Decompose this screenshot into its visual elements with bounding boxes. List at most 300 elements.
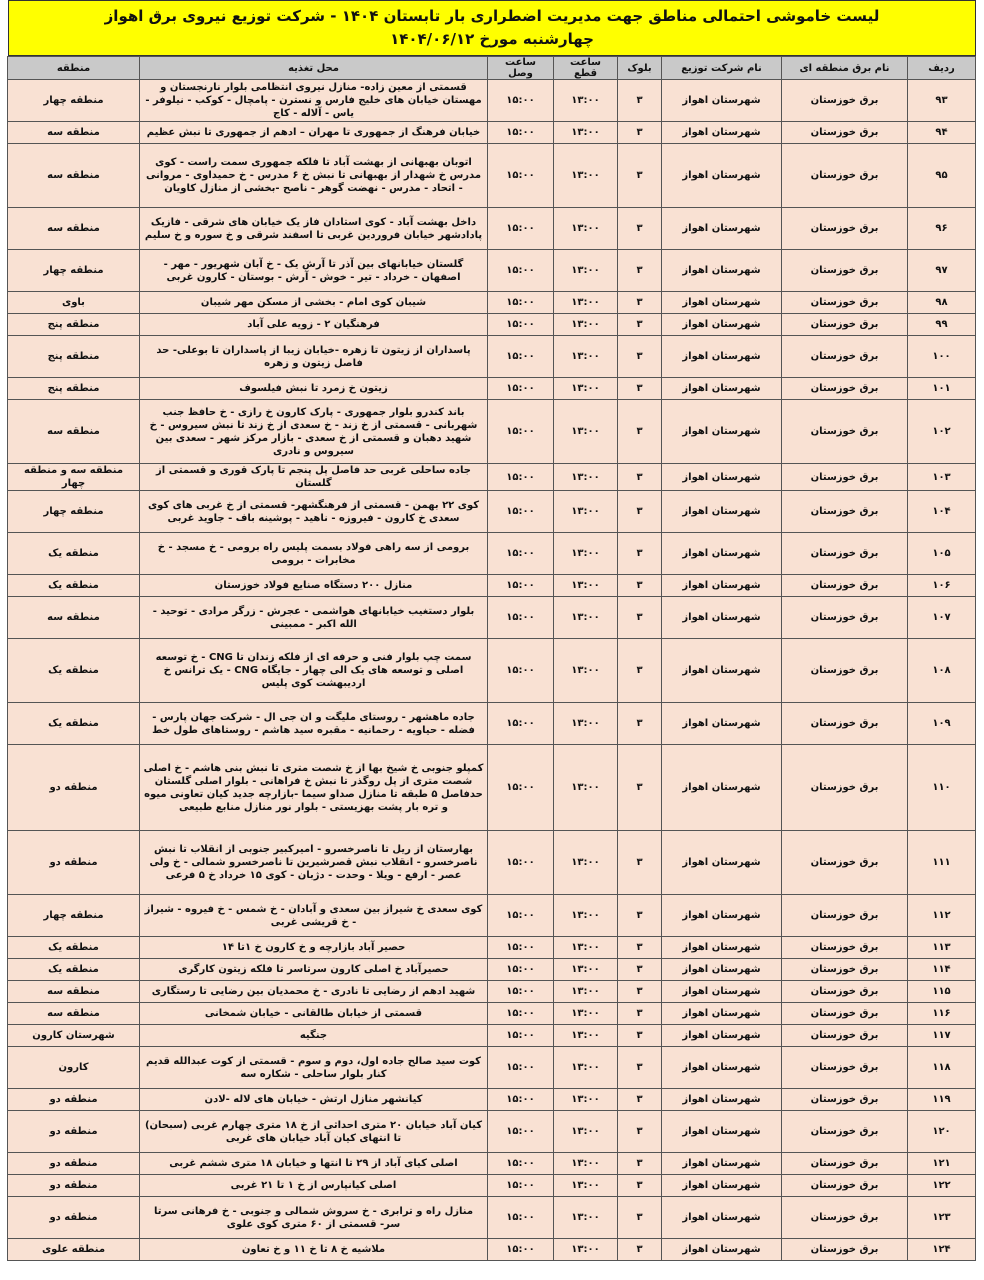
cell-row-no: ۹۵ bbox=[908, 144, 976, 208]
cell-company: شهرستان اهواز bbox=[662, 639, 782, 703]
cell-off-time: ۱۳:۰۰ bbox=[554, 703, 618, 745]
cell-on-time: ۱۵:۰۰ bbox=[488, 144, 554, 208]
table-row bbox=[8, 745, 976, 831]
cell-regional: برق خوزستان bbox=[782, 1089, 908, 1111]
cell-feeder: گلستان خیابانهای بین آذر تا آرش یک - خ آبان شهریور - مهر - اصفهان - خرداد - تیر - خوش - آرش - بوستان - کارون غربی bbox=[140, 250, 488, 292]
page-subtitle-date: چهارشنبه مورخ ۱۴۰۴/۰۶/۱۲ bbox=[390, 30, 594, 48]
cell-row-no: ۱۱۷ bbox=[908, 1025, 976, 1047]
col-header-off-time: ساعت قطع bbox=[554, 57, 618, 80]
table-row bbox=[8, 1175, 976, 1197]
cell-feeder: منازل ۲۰۰ دستگاه صنایع فولاد خوزستان bbox=[140, 575, 488, 597]
cell-regional: برق خوزستان bbox=[782, 1197, 908, 1239]
cell-company: شهرستان اهواز bbox=[662, 378, 782, 400]
cell-company: شهرستان اهواز bbox=[662, 575, 782, 597]
cell-on-time: ۱۵:۰۰ bbox=[488, 80, 554, 122]
cell-block: ۳ bbox=[618, 122, 662, 144]
cell-off-time: ۱۳:۰۰ bbox=[554, 314, 618, 336]
cell-block: ۳ bbox=[618, 575, 662, 597]
cell-area: منطقه چهار bbox=[8, 80, 140, 122]
cell-block: ۳ bbox=[618, 314, 662, 336]
cell-off-time: ۱۳:۰۰ bbox=[554, 1047, 618, 1089]
cell-company: شهرستان اهواز bbox=[662, 1197, 782, 1239]
cell-area: منطقه سه bbox=[8, 208, 140, 250]
cell-feeder: قسمتی از معین زاده- منازل نیروی انتظامی بلوار نارنجستان و مهستان خیابان های خلیج فارس و نسترن - پامچال - کوکب - نیلوفر - یاس - آلاله - کاج bbox=[140, 80, 488, 122]
cell-block: ۳ bbox=[618, 1111, 662, 1153]
cell-row-no: ۱۰۱ bbox=[908, 378, 976, 400]
cell-regional: برق خوزستان bbox=[782, 80, 908, 122]
cell-company: شهرستان اهواز bbox=[662, 1047, 782, 1089]
cell-on-time: ۱۵:۰۰ bbox=[488, 831, 554, 895]
cell-block: ۳ bbox=[618, 597, 662, 639]
cell-area: شهرستان کارون bbox=[8, 1025, 140, 1047]
cell-row-no: ۱۰۴ bbox=[908, 491, 976, 533]
cell-feeder: شهید ادهم از رضایی تا نادری - خ محمدیان بین رضایی تا رستگاری bbox=[140, 981, 488, 1003]
cell-block: ۳ bbox=[618, 208, 662, 250]
cell-on-time: ۱۵:۰۰ bbox=[488, 1047, 554, 1089]
cell-on-time: ۱۵:۰۰ bbox=[488, 895, 554, 937]
cell-block: ۳ bbox=[618, 1003, 662, 1025]
cell-area: منطقه دو bbox=[8, 1153, 140, 1175]
cell-regional: برق خوزستان bbox=[782, 1003, 908, 1025]
cell-area: منطقه یک bbox=[8, 639, 140, 703]
table-row bbox=[8, 250, 976, 292]
cell-feeder: منازل راه و ترابری - خ سروش شمالی و جنوبی - خ فرهانی سرتا سر- قسمتی از ۶۰ متری کوی علوی bbox=[140, 1197, 488, 1239]
cell-block: ۳ bbox=[618, 1197, 662, 1239]
table-row bbox=[8, 1197, 976, 1239]
cell-block: ۳ bbox=[618, 831, 662, 895]
cell-company: شهرستان اهواز bbox=[662, 1003, 782, 1025]
cell-row-no: ۱۰۰ bbox=[908, 336, 976, 378]
cell-on-time: ۱۵:۰۰ bbox=[488, 378, 554, 400]
cell-off-time: ۱۳:۰۰ bbox=[554, 959, 618, 981]
cell-block: ۳ bbox=[618, 336, 662, 378]
cell-off-time: ۱۳:۰۰ bbox=[554, 144, 618, 208]
cell-block: ۳ bbox=[618, 1239, 662, 1261]
cell-area: منطقه سه bbox=[8, 400, 140, 464]
col-header-row-no: ردیف bbox=[908, 57, 976, 80]
cell-block: ۳ bbox=[618, 981, 662, 1003]
cell-off-time: ۱۳:۰۰ bbox=[554, 1025, 618, 1047]
cell-area: منطقه سه bbox=[8, 981, 140, 1003]
table-row bbox=[8, 937, 976, 959]
cell-regional: برق خوزستان bbox=[782, 745, 908, 831]
cell-on-time: ۱۵:۰۰ bbox=[488, 208, 554, 250]
cell-regional: برق خوزستان bbox=[782, 1175, 908, 1197]
cell-area: منطقه دو bbox=[8, 831, 140, 895]
cell-regional: برق خوزستان bbox=[782, 464, 908, 491]
cell-feeder: جاده ماهشهر - روستای ملیگت و ان جی ال - شرکت جهان پارس - فضله - حیاویه - رحمانیه - مقبره سید هاشم - روستاهای طول خط bbox=[140, 703, 488, 745]
cell-area: کارون bbox=[8, 1047, 140, 1089]
cell-off-time: ۱۳:۰۰ bbox=[554, 491, 618, 533]
cell-block: ۳ bbox=[618, 1089, 662, 1111]
cell-block: ۳ bbox=[618, 491, 662, 533]
cell-area: منطقه دو bbox=[8, 1197, 140, 1239]
table-row bbox=[8, 336, 976, 378]
table-row bbox=[8, 1047, 976, 1089]
cell-on-time: ۱۵:۰۰ bbox=[488, 745, 554, 831]
cell-area: منطقه چهار bbox=[8, 491, 140, 533]
table-row bbox=[8, 981, 976, 1003]
cell-on-time: ۱۵:۰۰ bbox=[488, 981, 554, 1003]
cell-area: منطقه علوی bbox=[8, 1239, 140, 1261]
cell-area: منطقه دو bbox=[8, 1175, 140, 1197]
cell-off-time: ۱۳:۰۰ bbox=[554, 80, 618, 122]
cell-area: منطقه دو bbox=[8, 745, 140, 831]
cell-row-no: ۹۹ bbox=[908, 314, 976, 336]
cell-company: شهرستان اهواز bbox=[662, 336, 782, 378]
cell-company: شهرستان اهواز bbox=[662, 144, 782, 208]
cell-feeder: باند کندرو بلوار جمهوری - پارک کارون خ رازی - خ حافظ جنب شهربانی - قسمتی از خ زند - خ سعدی از خ زند تا نبش سیروس - خ شهید دهبان و قسمتی از خ سعدی - بازار مرکز شهر - سعدی بین سیروس و نادری bbox=[140, 400, 488, 464]
table-row bbox=[8, 144, 976, 208]
cell-area: منطقه پنج bbox=[8, 336, 140, 378]
col-header-company: نام شرکت توزیع bbox=[662, 57, 782, 80]
cell-regional: برق خوزستان bbox=[782, 597, 908, 639]
cell-regional: برق خوزستان bbox=[782, 937, 908, 959]
cell-feeder: حصیر آباد بازارچه و خ کارون خ ۱تا ۱۴ bbox=[140, 937, 488, 959]
cell-row-no: ۹۳ bbox=[908, 80, 976, 122]
cell-area: منطقه سه bbox=[8, 1003, 140, 1025]
cell-block: ۳ bbox=[618, 1025, 662, 1047]
cell-off-time: ۱۳:۰۰ bbox=[554, 1111, 618, 1153]
cell-off-time: ۱۳:۰۰ bbox=[554, 895, 618, 937]
cell-regional: برق خوزستان bbox=[782, 378, 908, 400]
cell-company: شهرستان اهواز bbox=[662, 981, 782, 1003]
table-row bbox=[8, 400, 976, 464]
cell-row-no: ۱۱۵ bbox=[908, 981, 976, 1003]
document-page bbox=[8, 0, 976, 1262]
cell-feeder: شیبان کوی امام - بخشی از مسکن مهر شیبان bbox=[140, 292, 488, 314]
table-header-row bbox=[8, 57, 976, 80]
cell-feeder: بلوار دستغیب خیابانهای هواشمی - عجرش - زرگر مرادی - توحید - الله اکبر - ممبینی bbox=[140, 597, 488, 639]
cell-row-no: ۱۲۲ bbox=[908, 1175, 976, 1197]
cell-area: منطقه دو bbox=[8, 1111, 140, 1153]
cell-block: ۳ bbox=[618, 895, 662, 937]
table-row bbox=[8, 597, 976, 639]
cell-on-time: ۱۵:۰۰ bbox=[488, 250, 554, 292]
cell-off-time: ۱۳:۰۰ bbox=[554, 575, 618, 597]
cell-off-time: ۱۳:۰۰ bbox=[554, 400, 618, 464]
cell-row-no: ۱۱۳ bbox=[908, 937, 976, 959]
cell-feeder: اتوبان بهبهانی از بهشت آباد تا فلکه جمهوری سمت راست - کوی مدرس خ شهدار از بهبهانی تا نبش خ ۶ مدرس - خ حمیداوی - مروانی - اتحاد - مدرس - نهضت گوهر - ناصح -بخشی از منازل کاویان bbox=[140, 144, 488, 208]
cell-on-time: ۱۵:۰۰ bbox=[488, 1111, 554, 1153]
cell-off-time: ۱۳:۰۰ bbox=[554, 745, 618, 831]
cell-off-time: ۱۳:۰۰ bbox=[554, 208, 618, 250]
cell-off-time: ۱۳:۰۰ bbox=[554, 1153, 618, 1175]
cell-regional: برق خوزستان bbox=[782, 703, 908, 745]
cell-company: شهرستان اهواز bbox=[662, 122, 782, 144]
cell-feeder: جاده ساحلی غربی حد فاصل پل پنجم تا پارک قوری و قسمتی از گلستان bbox=[140, 464, 488, 491]
page-bottom-margin bbox=[0, 1262, 984, 1280]
cell-on-time: ۱۵:۰۰ bbox=[488, 937, 554, 959]
cell-row-no: ۱۲۰ bbox=[908, 1111, 976, 1153]
cell-block: ۳ bbox=[618, 250, 662, 292]
cell-row-no: ۱۲۳ bbox=[908, 1197, 976, 1239]
cell-regional: برق خوزستان bbox=[782, 400, 908, 464]
cell-feeder: پاسداران از زیتون تا زهره -خیابان زیبا از پاسداران تا بوعلی- حد فاصل زیتون و زهره bbox=[140, 336, 488, 378]
cell-feeder: ملاشیه خ ۸ تا خ ۱۱ و خ تعاون bbox=[140, 1239, 488, 1261]
cell-on-time: ۱۵:۰۰ bbox=[488, 464, 554, 491]
cell-regional: برق خوزستان bbox=[782, 1111, 908, 1153]
table-row bbox=[8, 1111, 976, 1153]
table-row bbox=[8, 639, 976, 703]
cell-company: شهرستان اهواز bbox=[662, 703, 782, 745]
cell-company: شهرستان اهواز bbox=[662, 937, 782, 959]
cell-regional: برق خوزستان bbox=[782, 981, 908, 1003]
cell-off-time: ۱۳:۰۰ bbox=[554, 1239, 618, 1261]
cell-block: ۳ bbox=[618, 378, 662, 400]
cell-off-time: ۱۳:۰۰ bbox=[554, 464, 618, 491]
cell-regional: برق خوزستان bbox=[782, 250, 908, 292]
cell-block: ۳ bbox=[618, 959, 662, 981]
cell-area: منطقه پنج bbox=[8, 314, 140, 336]
cell-feeder: کیان آباد خیابان ۲۰ متری احداثی از خ ۱۸ متری چهارم غربی (سبحان) تا انتهای کیان آباد خیابان های غربی bbox=[140, 1111, 488, 1153]
cell-feeder: کمپلو جنوبی خ شیخ بها از خ شصت متری تا نبش بنی هاشم - خ اصلی شصت متری از پل روگذر تا نبش خ فراهانی - بلوار اصلی گلستان حدفاصل ۵ طبقه تا منازل صداو سیما -بازارچه جدید کیان تعاونی میوه و تره بار پشت بهزیستی - بلوار نور منازل منابع طبیعی bbox=[140, 745, 488, 831]
cell-block: ۳ bbox=[618, 703, 662, 745]
cell-area: منطقه یک bbox=[8, 703, 140, 745]
cell-regional: برق خوزستان bbox=[782, 533, 908, 575]
cell-off-time: ۱۳:۰۰ bbox=[554, 1175, 618, 1197]
cell-regional: برق خوزستان bbox=[782, 491, 908, 533]
table-row bbox=[8, 575, 976, 597]
cell-row-no: ۱۱۲ bbox=[908, 895, 976, 937]
table-row bbox=[8, 292, 976, 314]
cell-regional: برق خوزستان bbox=[782, 292, 908, 314]
cell-off-time: ۱۳:۰۰ bbox=[554, 831, 618, 895]
cell-row-no: ۹۸ bbox=[908, 292, 976, 314]
cell-regional: برق خوزستان bbox=[782, 831, 908, 895]
cell-block: ۳ bbox=[618, 292, 662, 314]
cell-row-no: ۱۲۱ bbox=[908, 1153, 976, 1175]
table-row bbox=[8, 959, 976, 981]
cell-company: شهرستان اهواز bbox=[662, 314, 782, 336]
table-row bbox=[8, 378, 976, 400]
cell-feeder: کوت سید صالح جاده اول، دوم و سوم - قسمتی از کوت عبدالله قدیم کنار بلوار ساحلی - شکاره سه bbox=[140, 1047, 488, 1089]
cell-on-time: ۱۵:۰۰ bbox=[488, 1197, 554, 1239]
table-row bbox=[8, 464, 976, 491]
cell-regional: برق خوزستان bbox=[782, 208, 908, 250]
cell-feeder: زیتون خ زمرد تا نبش فیلسوف bbox=[140, 378, 488, 400]
cell-on-time: ۱۵:۰۰ bbox=[488, 1175, 554, 1197]
table-row bbox=[8, 831, 976, 895]
cell-regional: برق خوزستان bbox=[782, 122, 908, 144]
cell-on-time: ۱۵:۰۰ bbox=[488, 314, 554, 336]
cell-row-no: ۱۱۸ bbox=[908, 1047, 976, 1089]
cell-on-time: ۱۵:۰۰ bbox=[488, 597, 554, 639]
cell-off-time: ۱۳:۰۰ bbox=[554, 981, 618, 1003]
cell-area: منطقه پنج bbox=[8, 378, 140, 400]
cell-on-time: ۱۵:۰۰ bbox=[488, 1003, 554, 1025]
cell-feeder: فرهنگیان ۲ - زویه علی آباد bbox=[140, 314, 488, 336]
cell-feeder: حصیرآباد خ اصلی کارون سرتاسر تا فلکه زیتون کارگری bbox=[140, 959, 488, 981]
cell-regional: برق خوزستان bbox=[782, 1239, 908, 1261]
outage-table bbox=[7, 56, 976, 1261]
cell-row-no: ۱۰۷ bbox=[908, 597, 976, 639]
cell-on-time: ۱۵:۰۰ bbox=[488, 400, 554, 464]
cell-feeder: اصلی کیای آباد از ۲۹ تا انتها و خیابان ۱۸ متری ششم غربی bbox=[140, 1153, 488, 1175]
table-row bbox=[8, 1239, 976, 1261]
cell-off-time: ۱۳:۰۰ bbox=[554, 597, 618, 639]
cell-on-time: ۱۵:۰۰ bbox=[488, 292, 554, 314]
cell-company: شهرستان اهواز bbox=[662, 464, 782, 491]
cell-feeder: کیانشهر منازل ارتش - خیابان های لاله -لادن bbox=[140, 1089, 488, 1111]
cell-company: شهرستان اهواز bbox=[662, 250, 782, 292]
cell-company: شهرستان اهواز bbox=[662, 533, 782, 575]
cell-off-time: ۱۳:۰۰ bbox=[554, 378, 618, 400]
table-body bbox=[8, 80, 976, 1261]
cell-off-time: ۱۳:۰۰ bbox=[554, 292, 618, 314]
cell-feeder: سمت چپ بلوار فنی و حرفه ای از فلکه زندان تا CNG - خ توسعه اصلی و توسعه های یک الی چهار - جایگاه CNG - یک ترانس خ اردیبهشت کوی پلیس bbox=[140, 639, 488, 703]
cell-company: شهرستان اهواز bbox=[662, 597, 782, 639]
cell-company: شهرستان اهواز bbox=[662, 400, 782, 464]
col-header-feeder: محل تغذیه bbox=[140, 57, 488, 80]
cell-off-time: ۱۳:۰۰ bbox=[554, 1197, 618, 1239]
cell-row-no: ۱۰۵ bbox=[908, 533, 976, 575]
cell-block: ۳ bbox=[618, 1047, 662, 1089]
cell-area: منطقه سه bbox=[8, 597, 140, 639]
cell-area: باوی bbox=[8, 292, 140, 314]
cell-regional: برق خوزستان bbox=[782, 1153, 908, 1175]
table-row bbox=[8, 122, 976, 144]
cell-company: شهرستان اهواز bbox=[662, 745, 782, 831]
cell-off-time: ۱۳:۰۰ bbox=[554, 250, 618, 292]
cell-regional: برق خوزستان bbox=[782, 895, 908, 937]
cell-off-time: ۱۳:۰۰ bbox=[554, 639, 618, 703]
table-row bbox=[8, 208, 976, 250]
cell-off-time: ۱۳:۰۰ bbox=[554, 533, 618, 575]
cell-on-time: ۱۵:۰۰ bbox=[488, 959, 554, 981]
cell-block: ۳ bbox=[618, 533, 662, 575]
table-row bbox=[8, 314, 976, 336]
cell-on-time: ۱۵:۰۰ bbox=[488, 336, 554, 378]
page-title: لیست خاموشی احتمالی مناطق جهت مدیریت اضطراری بار تابستان ۱۴۰۴ - شرکت توزیع نیروی برق اهواز bbox=[104, 7, 880, 25]
cell-area: منطقه دو bbox=[8, 1089, 140, 1111]
cell-row-no: ۱۱۹ bbox=[908, 1089, 976, 1111]
cell-off-time: ۱۳:۰۰ bbox=[554, 1003, 618, 1025]
cell-regional: برق خوزستان bbox=[782, 336, 908, 378]
cell-area: منطقه یک bbox=[8, 937, 140, 959]
cell-company: شهرستان اهواز bbox=[662, 292, 782, 314]
cell-company: شهرستان اهواز bbox=[662, 895, 782, 937]
cell-on-time: ۱۵:۰۰ bbox=[488, 575, 554, 597]
table-row bbox=[8, 491, 976, 533]
cell-area: منطقه چهار bbox=[8, 250, 140, 292]
cell-area: منطقه سه bbox=[8, 122, 140, 144]
col-header-area: منطقه bbox=[8, 57, 140, 80]
title-banner bbox=[8, 0, 976, 56]
cell-off-time: ۱۳:۰۰ bbox=[554, 122, 618, 144]
col-header-regional: نام برق منطقه ای bbox=[782, 57, 908, 80]
cell-on-time: ۱۵:۰۰ bbox=[488, 122, 554, 144]
cell-on-time: ۱۵:۰۰ bbox=[488, 1025, 554, 1047]
cell-row-no: ۹۶ bbox=[908, 208, 976, 250]
cell-feeder: جنگیه bbox=[140, 1025, 488, 1047]
cell-company: شهرستان اهواز bbox=[662, 491, 782, 533]
cell-row-no: ۹۴ bbox=[908, 122, 976, 144]
table-row bbox=[8, 1025, 976, 1047]
cell-company: شهرستان اهواز bbox=[662, 1153, 782, 1175]
cell-regional: برق خوزستان bbox=[782, 144, 908, 208]
cell-row-no: ۱۰۶ bbox=[908, 575, 976, 597]
cell-on-time: ۱۵:۰۰ bbox=[488, 1239, 554, 1261]
cell-area: منطقه چهار bbox=[8, 895, 140, 937]
cell-regional: برق خوزستان bbox=[782, 1047, 908, 1089]
table-row bbox=[8, 80, 976, 122]
cell-area: منطقه سه bbox=[8, 144, 140, 208]
cell-off-time: ۱۳:۰۰ bbox=[554, 937, 618, 959]
cell-area: منطقه یک bbox=[8, 575, 140, 597]
cell-on-time: ۱۵:۰۰ bbox=[488, 703, 554, 745]
cell-feeder: کوی سعدی خ شیراز بین سعدی و آبادان - خ شمس - خ فیروه - شیراز - خ قریشی غربی bbox=[140, 895, 488, 937]
cell-company: شهرستان اهواز bbox=[662, 1089, 782, 1111]
cell-row-no: ۹۷ bbox=[908, 250, 976, 292]
cell-block: ۳ bbox=[618, 745, 662, 831]
cell-row-no: ۱۰۹ bbox=[908, 703, 976, 745]
cell-row-no: ۱۱۴ bbox=[908, 959, 976, 981]
cell-on-time: ۱۵:۰۰ bbox=[488, 1089, 554, 1111]
cell-block: ۳ bbox=[618, 464, 662, 491]
cell-block: ۳ bbox=[618, 144, 662, 208]
cell-area: منطقه یک bbox=[8, 959, 140, 981]
cell-row-no: ۱۱۱ bbox=[908, 831, 976, 895]
cell-row-no: ۱۰۸ bbox=[908, 639, 976, 703]
table-row bbox=[8, 895, 976, 937]
table-row bbox=[8, 533, 976, 575]
cell-feeder: بهارستان از ریل تا ناصرخسرو - امیرکبیر جنوبی از انقلاب تا نبش ناصرخسرو - انقلاب نبش قصرشیرین تا ناصرخسرو شمالی - خ ولی عصر - ارفع - ویلا - وحدت - دژبان - کوی ۱۵ خرداد خ ۵ فرعی bbox=[140, 831, 488, 895]
cell-company: شهرستان اهواز bbox=[662, 1111, 782, 1153]
cell-block: ۳ bbox=[618, 1175, 662, 1197]
cell-feeder: اصلی کیانپارس از خ ۱ تا ۲۱ غربی bbox=[140, 1175, 488, 1197]
cell-feeder: برومی از سه راهی فولاد بسمت پلیس راه برومی - خ مسجد - خ مخابرات - برومی bbox=[140, 533, 488, 575]
cell-company: شهرستان اهواز bbox=[662, 80, 782, 122]
cell-block: ۳ bbox=[618, 639, 662, 703]
cell-off-time: ۱۳:۰۰ bbox=[554, 1089, 618, 1111]
cell-on-time: ۱۵:۰۰ bbox=[488, 639, 554, 703]
table-row bbox=[8, 1089, 976, 1111]
cell-block: ۳ bbox=[618, 400, 662, 464]
col-header-block: بلوک bbox=[618, 57, 662, 80]
cell-company: شهرستان اهواز bbox=[662, 1175, 782, 1197]
cell-company: شهرستان اهواز bbox=[662, 959, 782, 981]
cell-feeder: قسمتی از خیابان طالقانی - خیابان شمخانی bbox=[140, 1003, 488, 1025]
cell-row-no: ۱۰۲ bbox=[908, 400, 976, 464]
cell-on-time: ۱۵:۰۰ bbox=[488, 533, 554, 575]
table-row bbox=[8, 703, 976, 745]
cell-feeder: داخل بهشت آباد - کوی استادان فاز یک خیابان های شرقی - فازیک پادادشهر خیابان فروردین غربی تا اسفند شرقی و خ سوره و خ سلیم bbox=[140, 208, 488, 250]
cell-row-no: ۱۱۶ bbox=[908, 1003, 976, 1025]
col-header-on-time: ساعت وصل bbox=[488, 57, 554, 80]
cell-row-no: ۱۲۴ bbox=[908, 1239, 976, 1261]
cell-regional: برق خوزستان bbox=[782, 575, 908, 597]
cell-off-time: ۱۳:۰۰ bbox=[554, 336, 618, 378]
cell-company: شهرستان اهواز bbox=[662, 1239, 782, 1261]
cell-block: ۳ bbox=[618, 937, 662, 959]
cell-regional: برق خوزستان bbox=[782, 639, 908, 703]
cell-row-no: ۱۱۰ bbox=[908, 745, 976, 831]
cell-on-time: ۱۵:۰۰ bbox=[488, 1153, 554, 1175]
cell-company: شهرستان اهواز bbox=[662, 1025, 782, 1047]
cell-block: ۳ bbox=[618, 80, 662, 122]
table-row bbox=[8, 1153, 976, 1175]
cell-regional: برق خوزستان bbox=[782, 1025, 908, 1047]
cell-block: ۳ bbox=[618, 1153, 662, 1175]
table-row bbox=[8, 1003, 976, 1025]
cell-on-time: ۱۵:۰۰ bbox=[488, 491, 554, 533]
cell-area: منطقه سه و منطقه چهار bbox=[8, 464, 140, 491]
cell-feeder: خیابان فرهنگ از جمهوری تا مهران – ادهم از جمهوری تا نبش عظیم bbox=[140, 122, 488, 144]
cell-row-no: ۱۰۳ bbox=[908, 464, 976, 491]
cell-company: شهرستان اهواز bbox=[662, 208, 782, 250]
cell-feeder: کوی ۲۲ بهمن - قسمتی از فرهنگشهر- قسمتی از خ غربی های کوی سعدی خ کارون - فیروزه - ناهید - پوشینه باف - جاوید غربی bbox=[140, 491, 488, 533]
